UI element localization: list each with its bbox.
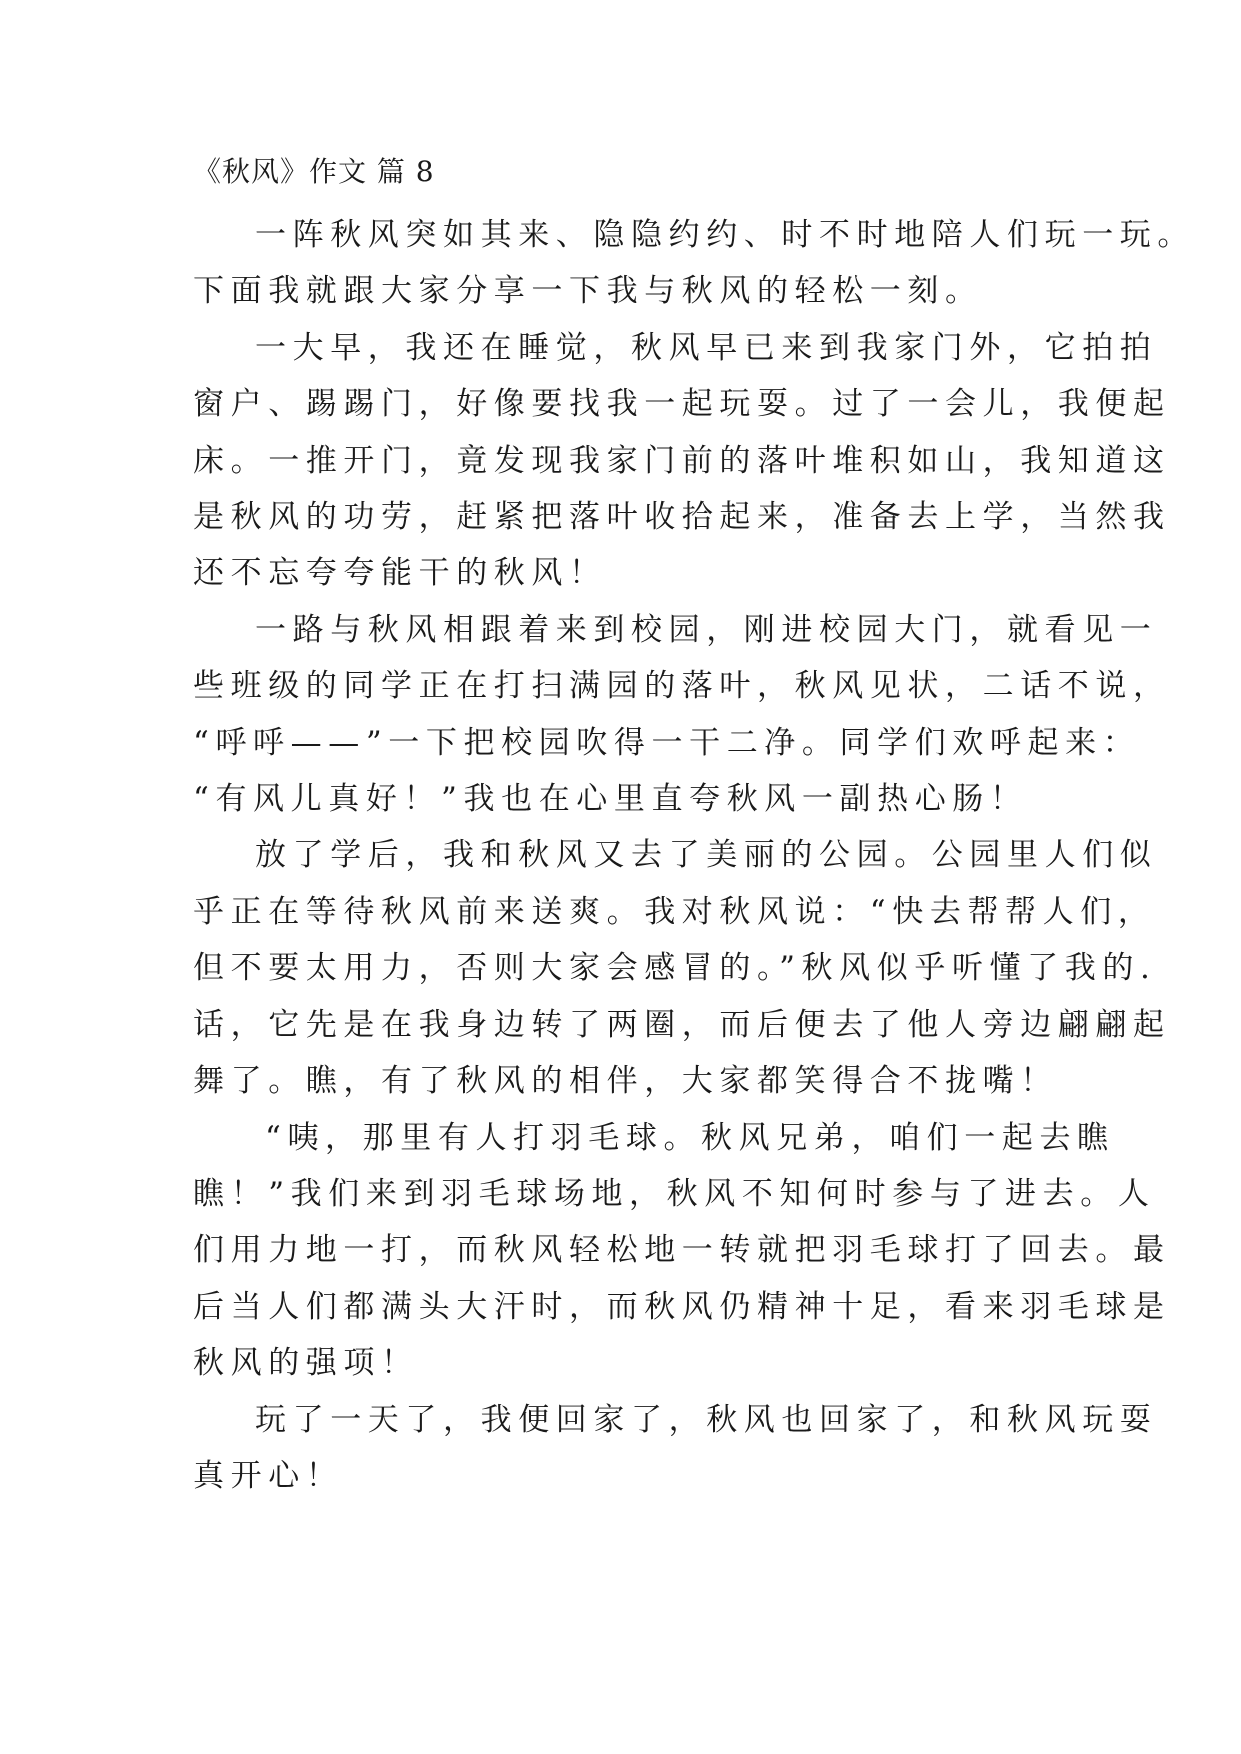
text-line: 后当人们都满头大汗时，而秋风仍精神十足，看来羽毛球是 — [193, 1288, 1171, 1325]
text-line: 还不忘夸夸能干的秋风！ — [193, 555, 607, 592]
text-line: 乎正在等待秋风前来送爽。我对秋风说：“快去帮帮人们， — [193, 893, 1156, 930]
text-line: 下面我就跟大家分享一下我与秋风的轻松一刻。 — [193, 273, 983, 310]
text-line: “呼呼——”一下把校园吹得一干二净。同学们欢呼起来： — [193, 724, 1141, 761]
text-line: “咦，那里有人打羽毛球。秋风兄弟，咱们一起去瞧 — [265, 1119, 1115, 1156]
paragraph-1 — [193, 207, 1195, 320]
paragraph-4 — [193, 827, 1171, 1109]
paragraph-6 — [193, 1392, 1158, 1505]
text-line: 瞧！”我们来到羽毛球场地，秋风不知何时参与了进去。人 — [193, 1175, 1156, 1212]
text-line: 玩了一天了，我便回家了，秋风也回家了，和秋风玩耍 — [255, 1401, 1158, 1438]
document-title: 《秋风》作文 篇 8 — [193, 155, 435, 188]
text-line: 床。一推开门，竟发现我家门前的落叶堆积如山，我知道这 — [193, 442, 1171, 479]
text-line: 们用力地一打，而秋风轻松地一转就把羽毛球打了回去。最 — [193, 1232, 1171, 1269]
text-line: “有风儿真好！”我也在心里直夸秋风一副热心肠！ — [193, 781, 1028, 818]
paragraph-5 — [193, 1110, 1171, 1392]
paragraph-2 — [193, 320, 1171, 602]
text-line: 但不要太用力，否则大家会感冒的。”秋风似乎听懂了我的. — [193, 950, 1157, 987]
text-line: 真开心！ — [193, 1457, 344, 1494]
text-line: 一路与秋风相跟着来到校园，刚进校园大门，就看见一 — [255, 611, 1158, 648]
text-line: 话，它先是在我身边转了两圈，而后便去了他人旁边翩翩起 — [193, 1006, 1171, 1043]
text-line: 舞了。瞧，有了秋风的相伴，大家都笑得合不拢嘴！ — [193, 1063, 1058, 1100]
text-line: 些班级的同学正在打扫满园的落叶，秋风见状，二话不说， — [193, 668, 1171, 705]
text-line: 放了学后，我和秋风又去了美丽的公园。公园里人们似 — [255, 837, 1158, 874]
paragraph-3 — [193, 602, 1171, 828]
text-line: 窗户、踢踢门，好像要找我一起玩耍。过了一会儿，我便起 — [193, 386, 1171, 423]
text-line: 是秋风的功劳，赶紧把落叶收拾起来，准备去上学，当然我 — [193, 499, 1171, 536]
document-body — [193, 152, 1195, 1504]
text-line: 一阵秋风突如其来、隐隐约约、时不时地陪人们玩一玩。 — [255, 217, 1195, 253]
text-line: 一大早，我还在睡觉，秋风早已来到我家门外，它拍拍 — [255, 329, 1158, 366]
text-line: 秋风的强项！ — [193, 1345, 419, 1382]
